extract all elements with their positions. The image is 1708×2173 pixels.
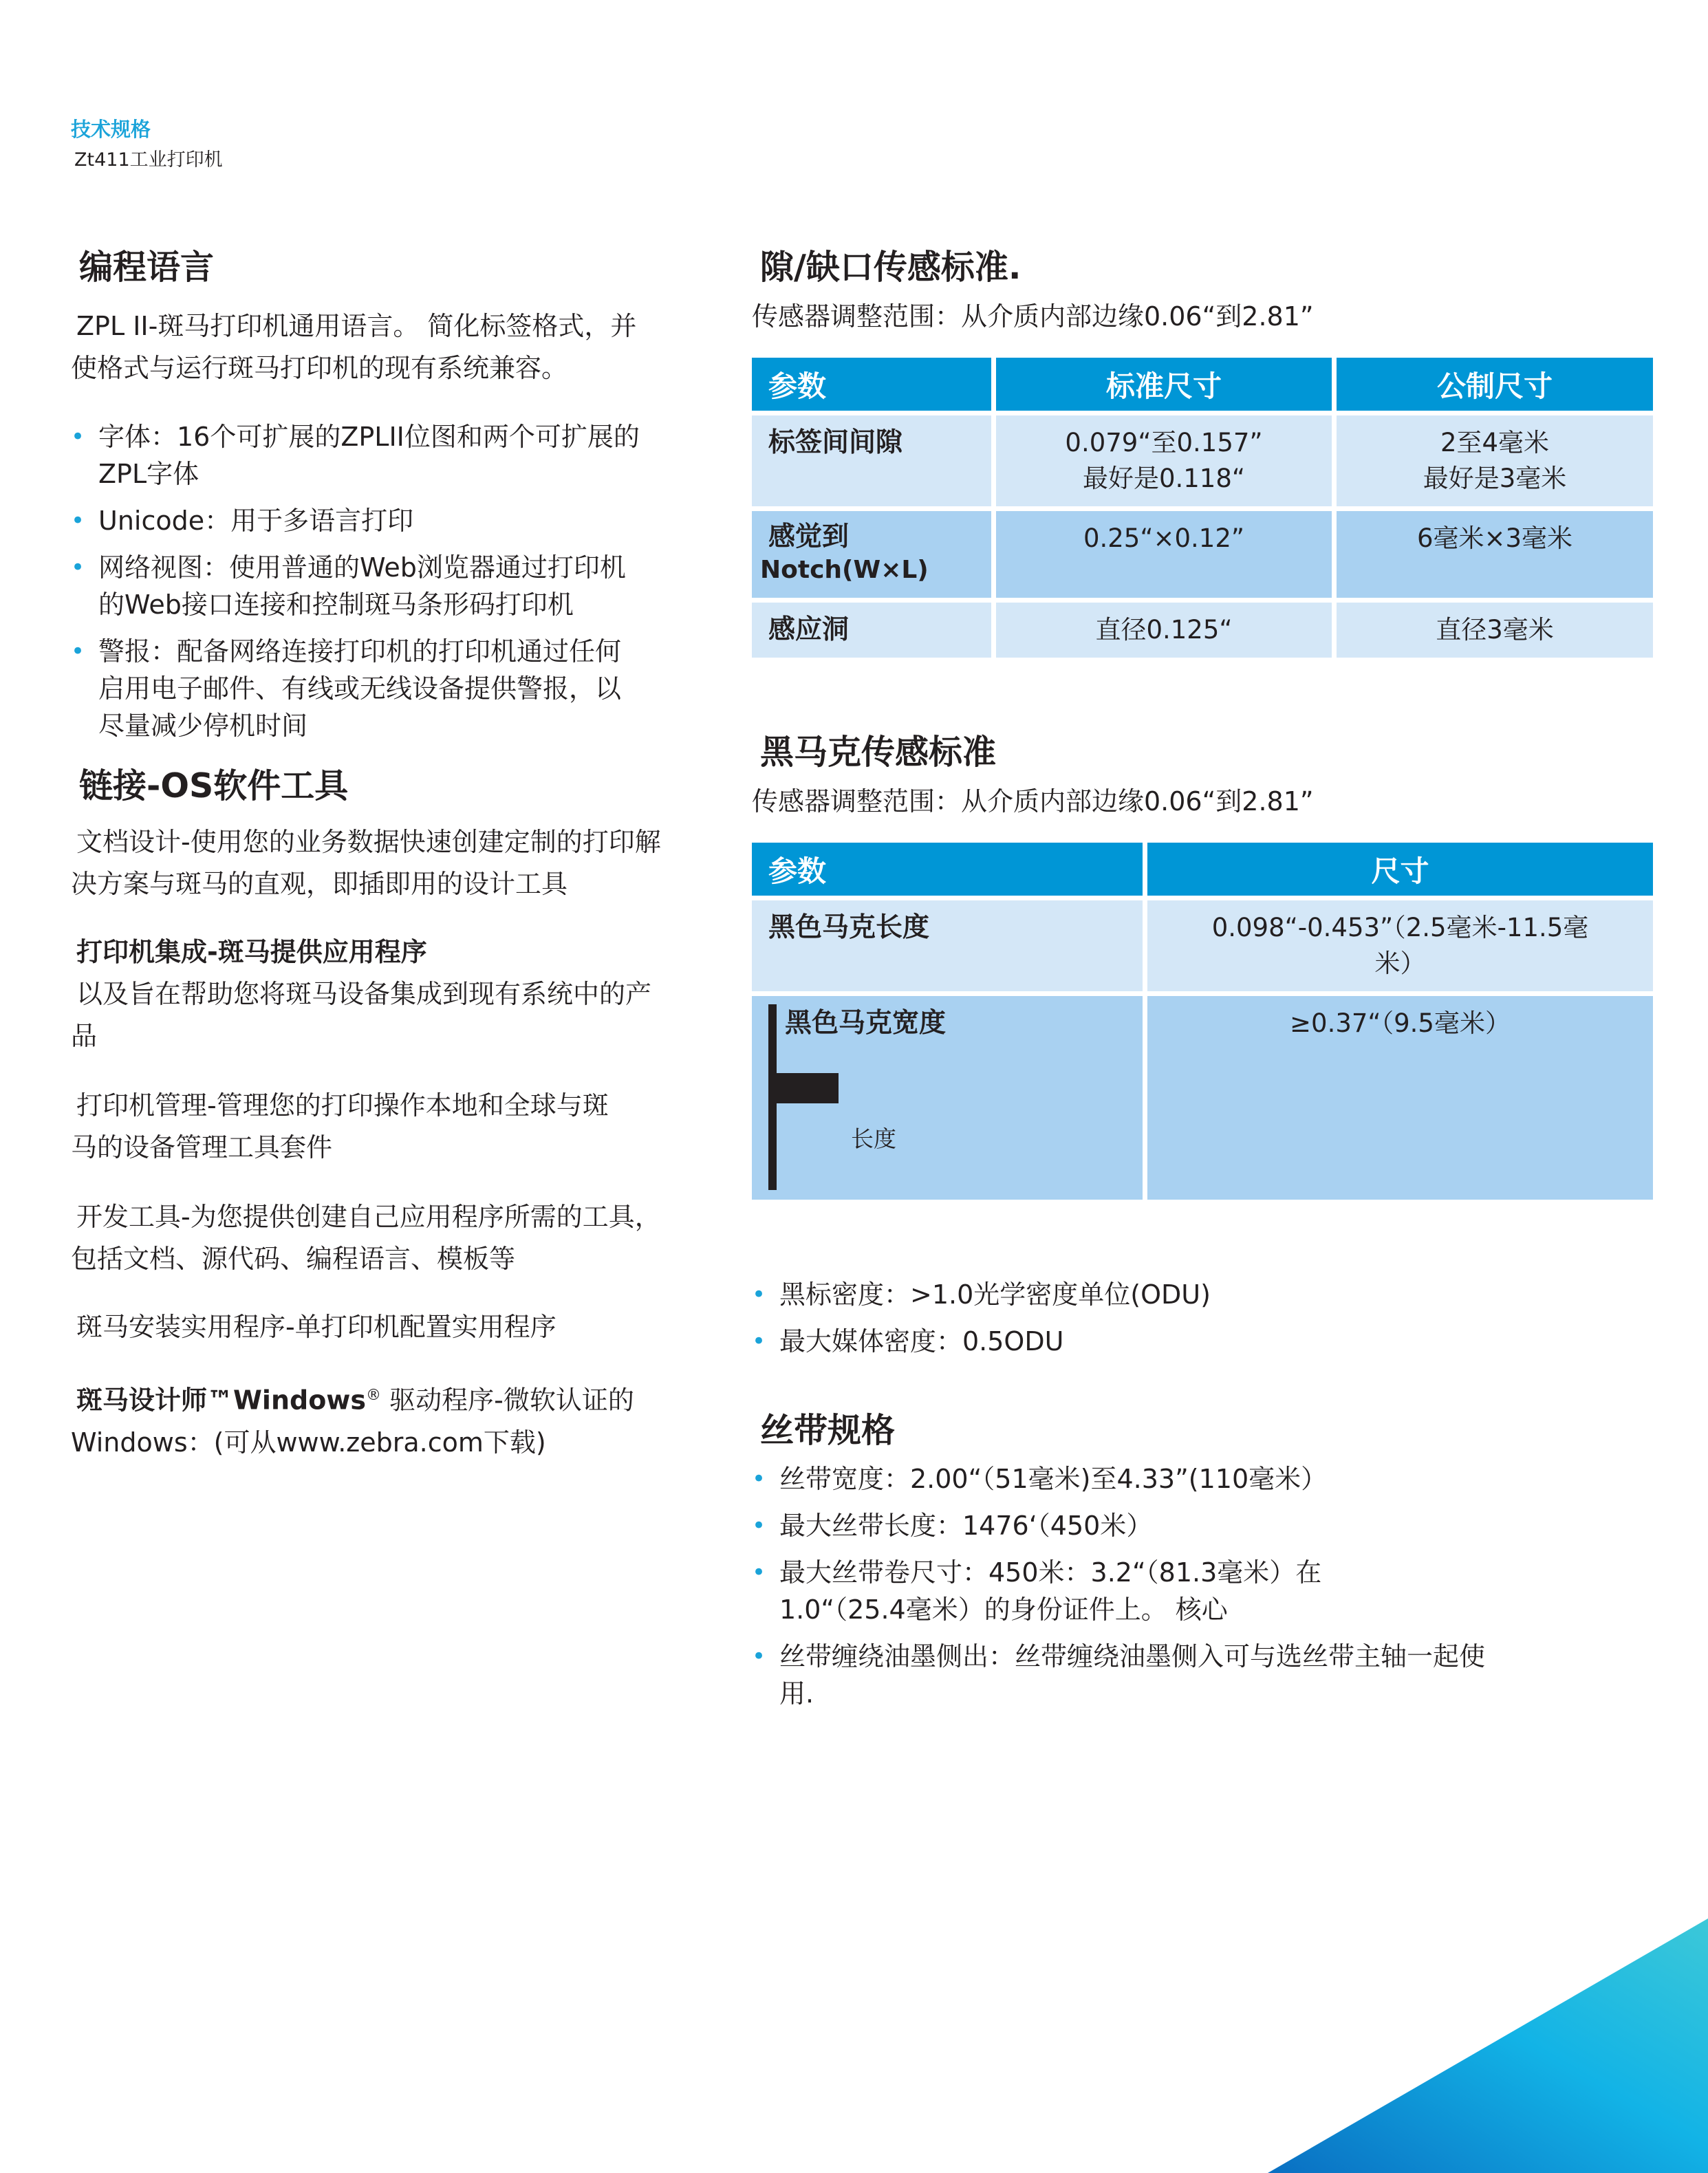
table-cell-param: 标签间间隙 xyxy=(752,415,991,506)
table-row xyxy=(752,415,1653,506)
bullet-icon: • xyxy=(752,1281,766,1308)
list-item: • 丝带宽度：2.00“（51毫米)至4.33”(110毫米） xyxy=(752,1460,1495,1498)
list-item: • 丝带缠绕油墨侧出：丝带缠绕油墨侧入可与选丝带主轴一起使用. xyxy=(752,1638,1495,1712)
table-cell-std: 直径0.125“ xyxy=(996,603,1332,658)
section-title-black-mark: 黑马克传感标准 xyxy=(760,733,997,772)
programming-bullets xyxy=(71,418,662,744)
bullet-icon: • xyxy=(71,638,85,665)
list-item: • 最大媒体密度：0.5ODU xyxy=(752,1323,1660,1360)
table-row xyxy=(752,511,1653,598)
linkos-doc-design: 文档设计-使用您的业务数据快速创建定制的打印解决方案与斑马的直观，即插即用的设计工具 xyxy=(71,827,661,899)
linkos-integration-heading: 打印机集成-斑马提供应用程序 xyxy=(76,937,427,967)
table-cell-std: 0.079“至0.157” 最好是0.118“ xyxy=(996,415,1332,506)
list-item: • 警报：配备网络连接打印机的打印机通过任何启用电子邮件、有线或无线设备提供警报，以尽量减少停机时间 xyxy=(71,633,635,744)
left-column xyxy=(71,241,676,1464)
bullet-icon: • xyxy=(71,423,85,451)
table-header-row xyxy=(752,843,1653,896)
linkos-integration-text: 以及旨在帮助您将斑马设备集成到现有系统中的产品 xyxy=(71,979,652,1051)
black-mark-diagram xyxy=(768,1046,920,1190)
bullet-icon: • xyxy=(71,554,85,581)
diagram-length-label: 长度 xyxy=(851,1125,896,1152)
gap-sensor-range: 传感器调整范围：从介质内部边缘0.06“到2.81” xyxy=(752,301,1314,332)
ribbon-bullets xyxy=(752,1460,1495,1712)
designer-name: 斑马设计师™Windows xyxy=(76,1385,367,1416)
table-row xyxy=(752,900,1653,991)
document-model: Zt411工业打印机 xyxy=(74,149,223,171)
table-row xyxy=(752,603,1653,658)
right-column xyxy=(752,241,1660,1722)
decorative-corner-graphic xyxy=(1268,1918,1708,2173)
table-cell-param: 感觉到 Notch(W×L) xyxy=(752,511,991,598)
table-cell-metric: 6毫米×3毫米 xyxy=(1337,511,1653,598)
table-row xyxy=(752,996,1653,1200)
list-item: • 字体：16个可扩展的ZPLII位图和两个可扩展的ZPL字体 xyxy=(71,418,662,493)
table-header-row xyxy=(752,358,1653,411)
bullet-icon: • xyxy=(752,1512,766,1539)
column-header: 参数 xyxy=(752,843,1143,896)
linkos-dev-tools: 开发工具-为您提供创建自己应用程序所需的工具，包括文档、源代码、编程语言、模板等 xyxy=(71,1202,661,1274)
media-edge-bar xyxy=(768,1004,777,1190)
gap-notch-table xyxy=(747,353,1658,662)
linkos-designer-driver xyxy=(71,1374,649,1464)
table-cell-value: 0.098“-0.453”（2.5毫米-11.5毫米） xyxy=(1147,900,1653,991)
bullet-icon: • xyxy=(752,1465,766,1493)
table-cell-value: ≥0.37“（9.5毫米） xyxy=(1147,996,1653,1200)
table-cell-metric: 2至4毫米 最好是3毫米 xyxy=(1337,415,1653,506)
list-item: • 最大丝带长度：1476‘（450米） xyxy=(752,1507,1495,1544)
table-cell-param: 黑色马克宽度 长度 xyxy=(752,996,1143,1200)
linkos-management: 打印机管理-管理您的打印操作本地和全球与斑马的设备管理工具套件 xyxy=(71,1090,609,1163)
density-bullets xyxy=(752,1276,1660,1360)
table-cell-metric: 直径3毫米 xyxy=(1337,603,1653,658)
bullet-icon: • xyxy=(71,507,85,534)
section-title-ribbon: 丝带规格 xyxy=(760,1411,896,1450)
linkos-setup-utility: 斑马安装实用程序-单打印机配置实用程序 xyxy=(76,1312,556,1342)
programming-intro: ZPL II-斑马打印机通用语言。 简化标签格式，并使格式与运行斑马打印机的现有系统兼容。 xyxy=(71,311,637,383)
list-item: • 黑标密度：>1.0光学密度单位(ODU) xyxy=(752,1276,1660,1313)
designer-description: 驱动程序-微软认证的Windows：(可从www.zebra.com下载) xyxy=(71,1385,634,1458)
column-header: 尺寸 xyxy=(1147,843,1653,896)
section-title-linkos: 链接-OS软件工具 xyxy=(79,766,349,806)
table-cell-param: 黑色马克长度 xyxy=(752,900,1143,991)
list-item: • 网络视图：使用普通的Web浏览器通过打印机的Web接口连接和控制斑马条形码打印机 xyxy=(71,549,635,623)
table-cell-param: 感应洞 xyxy=(752,603,991,658)
section-title-gap-notch: 隙/缺口传感标准. xyxy=(760,248,1021,287)
table-cell-std: 0.25“×0.12” xyxy=(996,511,1332,598)
bullet-icon: • xyxy=(752,1559,766,1586)
black-mark-table xyxy=(747,838,1658,1204)
bullet-icon: • xyxy=(752,1643,766,1670)
column-header: 公制尺寸 xyxy=(1337,358,1653,411)
column-header: 参数 xyxy=(752,358,991,411)
list-item: • Unicode：用于多语言打印 xyxy=(71,502,662,539)
black-mark-shape xyxy=(777,1073,839,1103)
column-header: 标准尺寸 xyxy=(996,358,1332,411)
bullet-icon: • xyxy=(752,1328,766,1355)
section-title-programming-languages: 编程语言 xyxy=(79,248,215,287)
list-item: • 最大丝带卷尺寸：450米：3.2“（81.3毫米）在1.0“（25.4毫米）的身份证件上。 核心 xyxy=(752,1554,1385,1628)
registered-mark: ® xyxy=(366,1387,382,1404)
black-mark-sensor-range: 传感器调整范围：从介质内部边缘0.06“到2.81” xyxy=(752,786,1314,817)
document-category: 技术规格 xyxy=(71,118,151,141)
